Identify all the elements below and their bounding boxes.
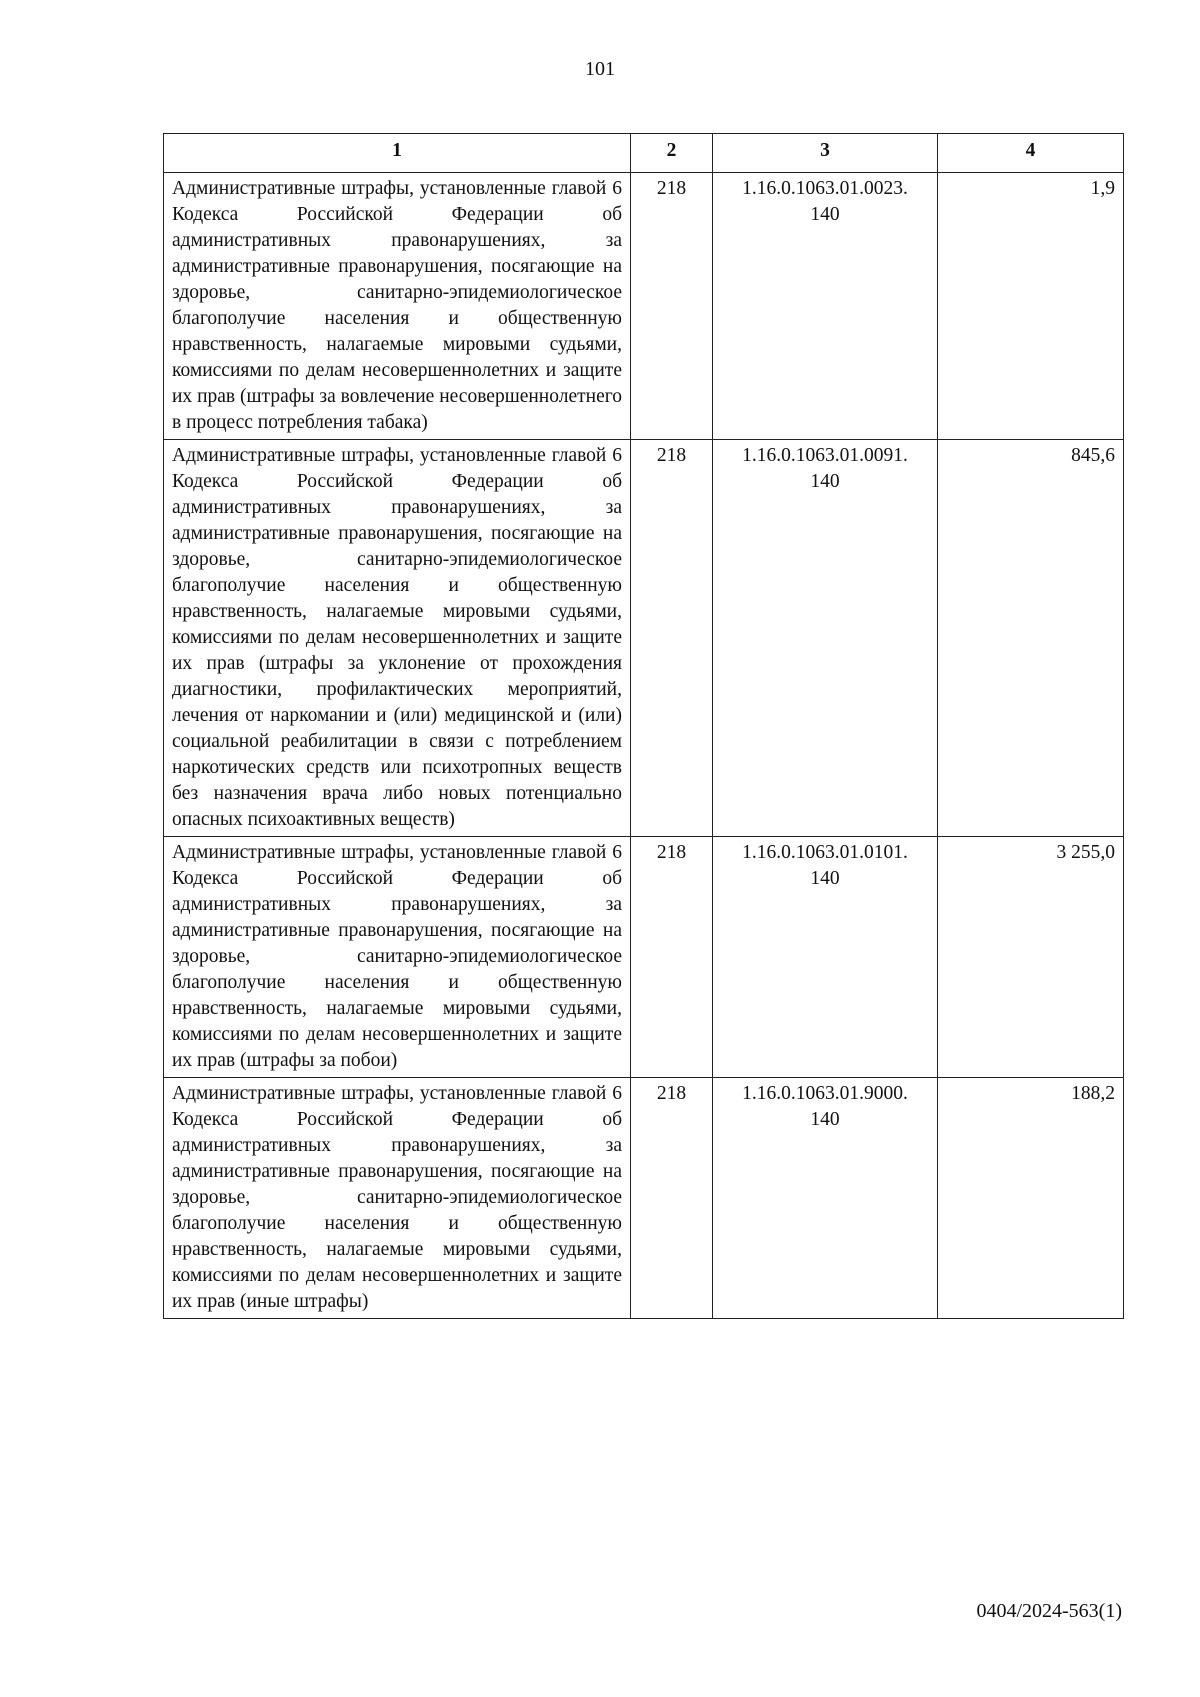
amount: 3 255,0 bbox=[938, 837, 1124, 1078]
page-number: 101 bbox=[585, 58, 615, 80]
amount: 845,6 bbox=[938, 440, 1124, 837]
column-header-1: 1 bbox=[164, 134, 631, 173]
column-header-2: 2 bbox=[631, 134, 713, 173]
administrator-code: 218 bbox=[631, 1078, 713, 1319]
amount: 1,9 bbox=[938, 173, 1124, 440]
administrator-code: 218 bbox=[631, 440, 713, 837]
budget-classification-code: 1.16.0.1063.01.9000. 140 bbox=[713, 1078, 938, 1319]
budget-classification-code: 1.16.0.1063.01.0091. 140 bbox=[713, 440, 938, 837]
table-row bbox=[164, 173, 1124, 440]
amount: 188,2 bbox=[938, 1078, 1124, 1319]
administrator-code: 218 bbox=[631, 837, 713, 1078]
budget-table bbox=[163, 133, 1124, 1319]
table-row bbox=[164, 1078, 1124, 1319]
column-header-4: 4 bbox=[938, 134, 1124, 173]
administrator-code: 218 bbox=[631, 173, 713, 440]
income-description: Административные штрафы, установленные главой 6 Кодекса Российской Федерации об административных правонарушениях, за административные правонарушения, посягающие на здоровье, санитарно-эпидемиологическое благополучие населения и общественную нравственность, налагаемые мировыми судьями, комиссиями по делам несовершеннолетних и защите их прав (штрафы за побои) bbox=[164, 837, 631, 1078]
table-row bbox=[164, 440, 1124, 837]
document-registration-code: 0404/2024-563(1) bbox=[976, 1600, 1122, 1622]
table-row bbox=[164, 837, 1124, 1078]
income-description: Административные штрафы, установленные главой 6 Кодекса Российской Федерации об административных правонарушениях, за административные правонарушения, посягающие на здоровье, санитарно-эпидемиологическое благополучие населения и общественную нравственность, налагаемые мировыми судьями, комиссиями по делам несовершеннолетних и защите их прав (штрафы за уклонение от прохождения диагностики, профилактических мероприятий, лечения от наркомании и (или) медицинской и (или) социальной реабилитации в связи с потреблением наркотических средств или психотропных веществ без назначения врача либо новых потенциально опасных психоактивных веществ) bbox=[164, 440, 631, 837]
budget-classification-code: 1.16.0.1063.01.0101. 140 bbox=[713, 837, 938, 1078]
column-header-3: 3 bbox=[713, 134, 938, 173]
income-description: Административные штрафы, установленные главой 6 Кодекса Российской Федерации об административных правонарушениях, за административные правонарушения, посягающие на здоровье, санитарно-эпидемиологическое благополучие населения и общественную нравственность, налагаемые мировыми судьями, комиссиями по делам несовершеннолетних и защите их прав (штрафы за вовлечение несовершеннолетнего в процесс потребления табака) bbox=[164, 173, 631, 440]
table-header-row bbox=[164, 134, 1124, 173]
income-description: Административные штрафы, установленные главой 6 Кодекса Российской Федерации об административных правонарушениях, за административные правонарушения, посягающие на здоровье, санитарно-эпидемиологическое благополучие населения и общественную нравственность, налагаемые мировыми судьями, комиссиями по делам несовершеннолетних и защите их прав (иные штрафы) bbox=[164, 1078, 631, 1319]
budget-classification-code: 1.16.0.1063.01.0023. 140 bbox=[713, 173, 938, 440]
